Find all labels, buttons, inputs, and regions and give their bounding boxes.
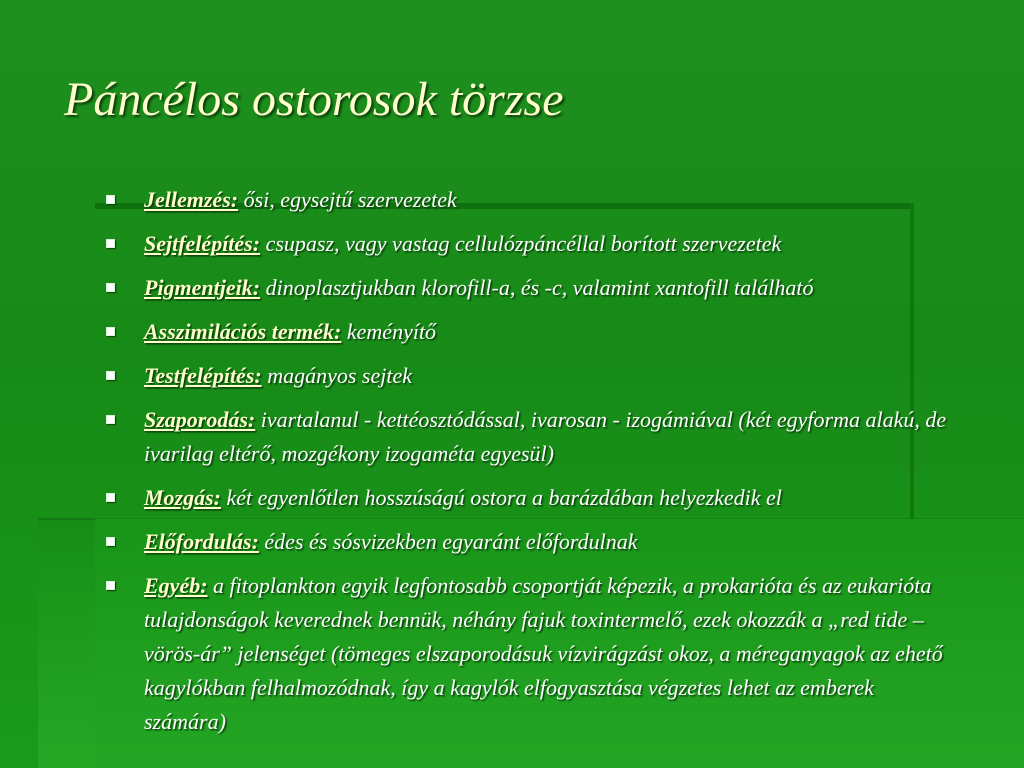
bullet-text: csupasz, vagy vastag cellulózpáncéllal borított szervezetek: [265, 231, 782, 256]
bullet-item-jellemzes: [100, 183, 960, 217]
square-bullet-icon: [106, 195, 115, 204]
square-bullet-icon: [106, 581, 115, 590]
bullet-text: édes és sósvizekben egyaránt előfordulnak: [264, 529, 638, 554]
bullet-item-szaporodas: [100, 403, 960, 471]
bullet-item-elofordulas: [100, 525, 960, 559]
bullet-text: ivartalanul - kettéosztódással, ivarosan - izogámiával (két egyforma alakú, de ivarilag eltérő, mozgékony izogaméta egyesül): [144, 407, 947, 466]
bullet-term: Asszimilációs termék:: [144, 319, 342, 344]
bullet-item-sejtfelepites: [100, 227, 960, 261]
square-bullet-icon: [106, 537, 115, 546]
bullet-term: Előfordulás:: [144, 529, 259, 554]
bullet-text: keményítő: [346, 319, 437, 344]
bullet-text: magányos sejtek: [267, 363, 412, 388]
bullet-text: dinoplasztjukban klorofill-a, és -c, valamint xantofill található: [265, 275, 814, 300]
bullet-term: Testfelépítés:: [144, 363, 262, 388]
bullet-term: Szaporodás:: [144, 407, 256, 432]
bullet-term: Egyéb:: [144, 573, 208, 598]
bullet-item-asszimilacios-termek: [100, 315, 960, 349]
decorative-block-left: [38, 518, 95, 768]
square-bullet-icon: [106, 327, 115, 336]
bullet-list: [100, 183, 960, 739]
bullet-term: Pigmentjeik:: [144, 275, 261, 300]
bullet-item-mozgas: [100, 481, 960, 515]
square-bullet-icon: [106, 493, 115, 502]
bullet-item-egyeb: [100, 569, 960, 739]
square-bullet-icon: [106, 371, 115, 380]
bullet-term: Sejtfelépítés:: [144, 231, 261, 256]
slide-title: Páncélos ostorosok törzse: [64, 73, 564, 126]
slide-content: [100, 183, 960, 749]
bullet-term: Jellemzés:: [144, 187, 239, 212]
bullet-text: ősi, egysejtű szervezetek: [243, 187, 457, 212]
bullet-item-pigmentjeik: [100, 271, 960, 305]
bullet-text: a fitoplankton egyik legfontosabb csoportját képezik, a prokarióta és az eukarióta tulajdonságok keverednek bennük, néhány fajuk toxintermelő, ezek okozzák a „red tide – vörös-ár” jelenséget (tömeges elszaporodásuk vízvirágzást okoz, a méreganyagok az ehető kagylókban felhalmozódnak, így a kagylók elfogyasztása végzetes lehet az emberek számára): [144, 573, 943, 734]
bullet-item-testfelepites: [100, 359, 960, 393]
square-bullet-icon: [106, 415, 115, 424]
square-bullet-icon: [106, 283, 115, 292]
bullet-text: két egyenlőtlen hosszúságú ostora a barázdában helyezkedik el: [226, 485, 782, 510]
square-bullet-icon: [106, 239, 115, 248]
bullet-term: Mozgás:: [144, 485, 222, 510]
